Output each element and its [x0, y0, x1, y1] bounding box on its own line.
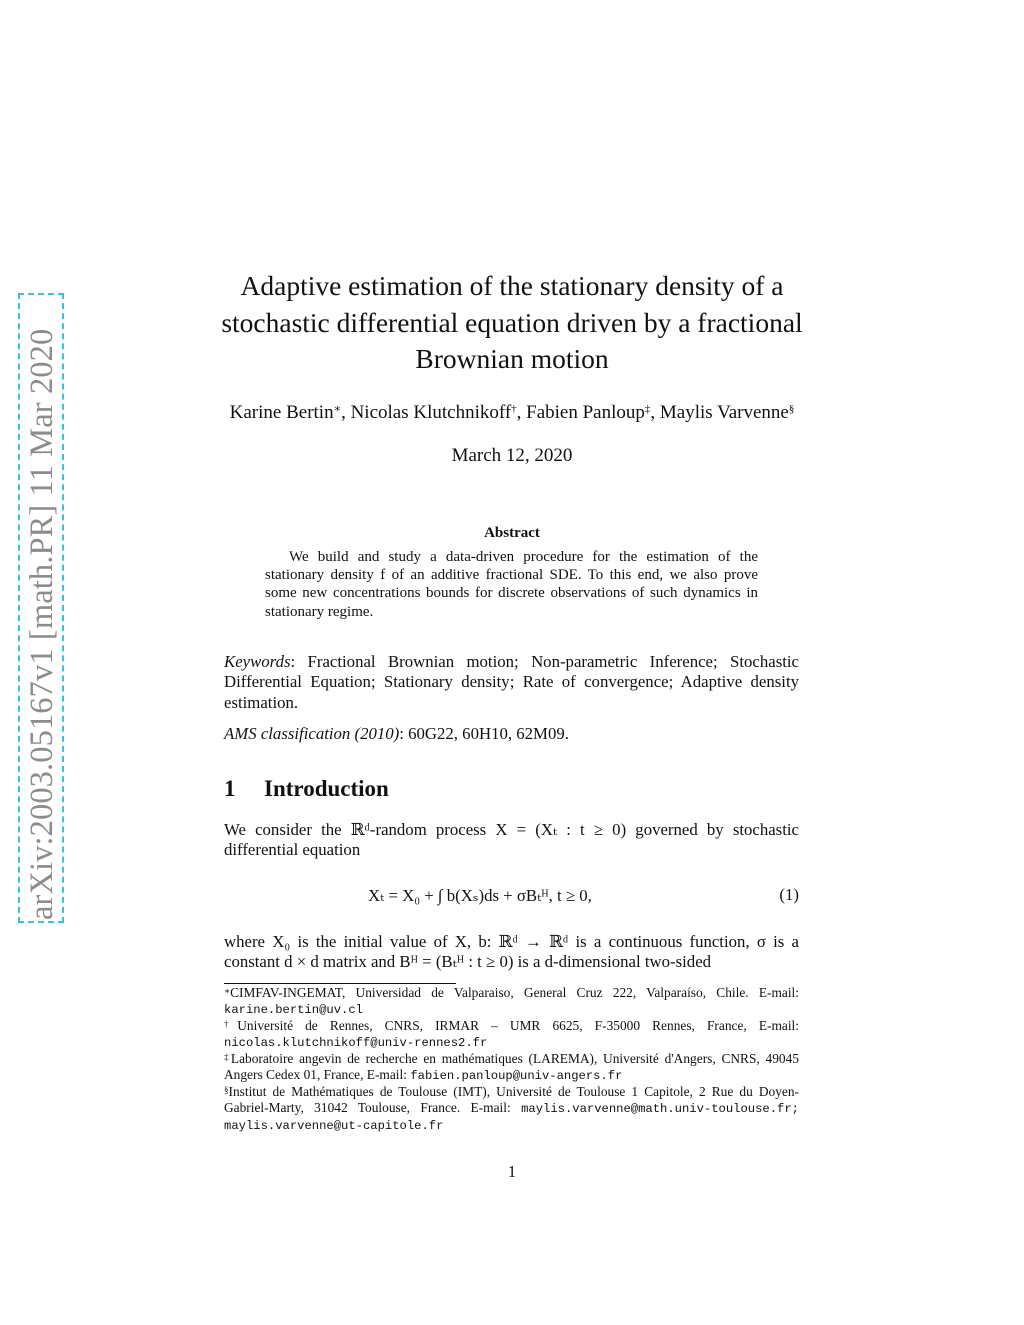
author-name: Fabien Panloup [526, 402, 645, 423]
footnote [224, 1051, 799, 1084]
keywords-label: Keywords [224, 652, 291, 671]
footnote-email[interactable]: karine.bertin@uv.cl [224, 1003, 363, 1017]
footnote [224, 985, 799, 1018]
intro-paragraph-2: where X₀ is the initial value of X, b: ℝᵈ → ℝᵈ is a continuous function, σ is a constant d × d matrix and Bᴴ = (Bₜᴴ : t ≥ 0) is a d-dimensional two-sided [224, 932, 800, 972]
section-title: Introduction [264, 776, 389, 801]
footnote-text: Université de Rennes, CNRS, IRMAR – UMR 6625, F-35000 Rennes, France, E-mail: [237, 1018, 800, 1033]
author-mark: ∗ [333, 403, 342, 415]
author-list: Karine Bertin∗, Nicolas Klutchnikoff†, Fabien Panloup‡, Maylis Varvenne§ [229, 402, 795, 423]
footnote [224, 1084, 799, 1134]
footnote-text: CIMFAV-INGEMAT, Universidad de Valparaiso, General Cruz 222, Valparaíso, Chile. E-mail: [230, 985, 799, 1000]
paper-date: March 12, 2020 [451, 445, 573, 466]
footnote-text: Institut de Mathématiques de Toulouse (IMT), Université de Toulouse 1 Capitole, 2 Rue du Doyen-Gabriel-Marty, 31042 Toulouse, France. E-mail: [224, 1084, 799, 1115]
keywords [224, 652, 799, 713]
footnote-mark: ‡ [224, 1052, 231, 1062]
equation-1 [224, 873, 799, 921]
footnote-email[interactable]: maylis.varvenne@math.univ-toulouse.fr; maylis.varvenne@ut-capitole.fr [224, 1102, 799, 1133]
keywords-text: : Fractional Brownian motion; Non-parametric Inference; Stochastic Differential Equation; Stationary density; Rate of convergence; Adaptive density estimation. [224, 652, 799, 712]
author-mark: § [788, 403, 795, 415]
equation-number: (1) [779, 885, 799, 904]
abstract-body: We build and study a data-driven procedure for the estimation of the stationary density f of an additive fractional SDE. To this end, we also prove some new concentrations bounds for discrete observations of such dynamics in stationary regime. [265, 549, 758, 620]
footnote-rule [224, 983, 456, 984]
footnote-mark: ∗ [224, 986, 231, 996]
footnote-mark: § [224, 1085, 229, 1095]
equation-body: Xₜ = X₀ + ∫ b(Xₛ)ds + σBₜᴴ, t ≥ 0, [368, 886, 592, 905]
intro-paragraph-1: We consider the ℝᵈ-random process X = (Xₜ : t ≥ 0) governed by stochastic differential equation [224, 820, 799, 860]
author-name: Nicolas Klutchnikoff [350, 402, 512, 423]
footnote-text: Laboratoire angevin de recherche en mathématiques (LAREMA), Université d'Angers, CNRS, 49045 Angers Cedex 01, France, E-mail: [224, 1051, 799, 1082]
author-mark: ‡ [644, 403, 651, 415]
paper-title: Adaptive estimation of the stationary density of a stochastic differential equation driven by a fractional Brownian motion [221, 270, 803, 374]
footnote [224, 1018, 799, 1051]
abstract-heading: Abstract [484, 525, 540, 541]
author-name: Maylis Varvenne [659, 402, 789, 423]
section-heading [224, 774, 799, 804]
section-number: 1 [224, 776, 236, 801]
ams-label: AMS classification (2010) [224, 724, 400, 743]
footnote-email[interactable]: nicolas.klutchnikoff@univ-rennes2.fr [224, 1036, 488, 1050]
footnote-email[interactable]: fabien.panloup@univ-angers.fr [410, 1069, 623, 1083]
ams-text: : 60G22, 60H10, 62M09. [399, 724, 569, 743]
footnotes [224, 985, 799, 1134]
footnote-mark: † [224, 1019, 238, 1029]
arxiv-stamp-text: arXiv:2003.05167v1 [math.PR] 11 Mar 2020 [24, 328, 60, 920]
author-mark: † [511, 403, 517, 415]
page-number: 1 [507, 1162, 517, 1181]
author-name: Karine Bertin [229, 402, 334, 423]
ams-classification [224, 724, 799, 744]
